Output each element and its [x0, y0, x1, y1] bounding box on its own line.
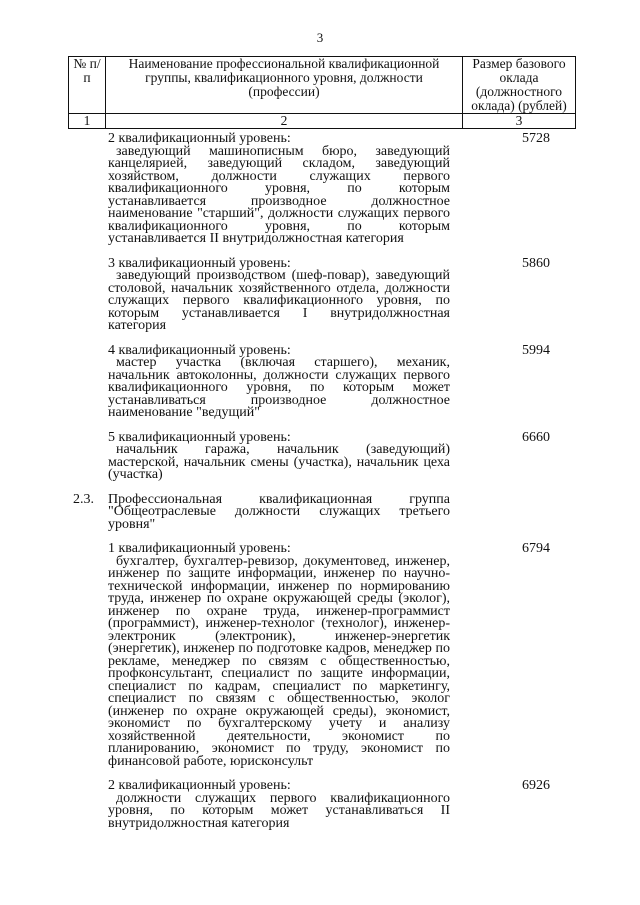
table-row	[0, 133, 640, 246]
level-title: 5 квалификационный уровень:	[108, 429, 291, 445]
table-row	[0, 255, 640, 333]
position-list: заведующий производством (шеф-повар), заведующий столовой, начальник хозяйственного отдела, должности служащих первого квалификационного уровня, по которым устанавливается I внутридолжностная категория	[108, 268, 450, 333]
table-body	[0, 133, 640, 830]
position-list: должности служащих первого квалификационного уровня, по которым может устанавливаться II внутридолжностная категория	[108, 790, 450, 831]
salary-value: 5860	[522, 255, 550, 271]
salary-value: 5728	[522, 131, 550, 146]
level-title: 4 квалификационный уровень:	[108, 342, 291, 358]
header-col-number: № п/п	[69, 57, 106, 114]
level-title: 1 квалификационный уровень:	[108, 541, 291, 556]
level-title: 2 квалификационный уровень:	[108, 131, 291, 146]
header-num-3: 3	[463, 114, 576, 129]
row-description	[108, 491, 450, 532]
table-row	[0, 543, 640, 768]
table-row	[0, 429, 640, 482]
position-list: бухгалтер, бухгалтер-ревизор, документовед, инженер, инженер по защите информации, инженер по научно-технической информации, инженер по нормированию труда, инженер по охране окружающей среды (эколог), инженер по охране труда, инженер-программист (программист), инженер-технолог (технолог), инженер-электроник (электроник), инженер-энергетик (энергетик), инженер по подготовке кадров, менеджер по рекламе, менеджер по связям с общественностью, профконсультант, специалист по защите информации, специалист по кадрам, специалист по маркетингу, специалист по связям с общественностью, эколог (инженер по охране окружающей среды), экономист, экономист по бухгалтерскому учету и анализу хозяйственной деятельности, экономист по планированию, экономист по труду, экономист по финансовой работе, юрисконсульт	[108, 553, 450, 769]
row-description	[108, 543, 450, 768]
row-number: 2.3.	[73, 491, 94, 507]
header-num-1: 1	[69, 114, 106, 129]
row-description	[108, 780, 450, 830]
salary-value: 6794	[522, 541, 550, 556]
table-row	[0, 491, 640, 532]
salary-value: 6660	[522, 429, 550, 445]
row-description	[108, 342, 450, 420]
table-row	[0, 342, 640, 420]
position-list: заведующий машинописным бюро, заведующий канцелярией, заведующий складом, заведующий хозяйством, должности служащих первого квалификационного уровня, по которым устанавливается производное должностное наименование "старший", должности служащих первого квалификационного уровня, по которым устанавливается II внутридолжностная категория	[108, 143, 450, 246]
table-header	[68, 56, 576, 129]
header-num-2: 2	[106, 114, 463, 129]
group-title: Профессиональная квалификационная группа "Общеотраслевые должности служащих третьего уровня"	[108, 491, 450, 532]
position-list: начальник гаража, начальник (заведующий) мастерской, начальник смены (участка), начальник цеха (участка)	[108, 442, 450, 482]
position-list: мастер участка (включая старшего), механик, начальник автоколонны, должности служащих первого квалификационного уровня, по которым может устанавливаться производное должностное наименование "ведущий"	[108, 355, 450, 420]
level-title: 3 квалификационный уровень:	[108, 255, 291, 271]
salary-value: 6926	[522, 778, 550, 793]
header-col-salary: Размер базового оклада (должностного оклада) (рублей)	[463, 57, 576, 114]
row-description	[108, 429, 450, 482]
row-description	[108, 255, 450, 333]
table-row	[0, 780, 640, 830]
header-col-name: Наименование профессиональной квалификационной группы, квалификационного уровня, должности (профессии)	[106, 57, 463, 114]
salary-value: 5994	[522, 342, 550, 358]
row-description	[108, 133, 450, 246]
level-title: 2 квалификационный уровень:	[108, 778, 291, 793]
page-number: 3	[316, 30, 324, 45]
